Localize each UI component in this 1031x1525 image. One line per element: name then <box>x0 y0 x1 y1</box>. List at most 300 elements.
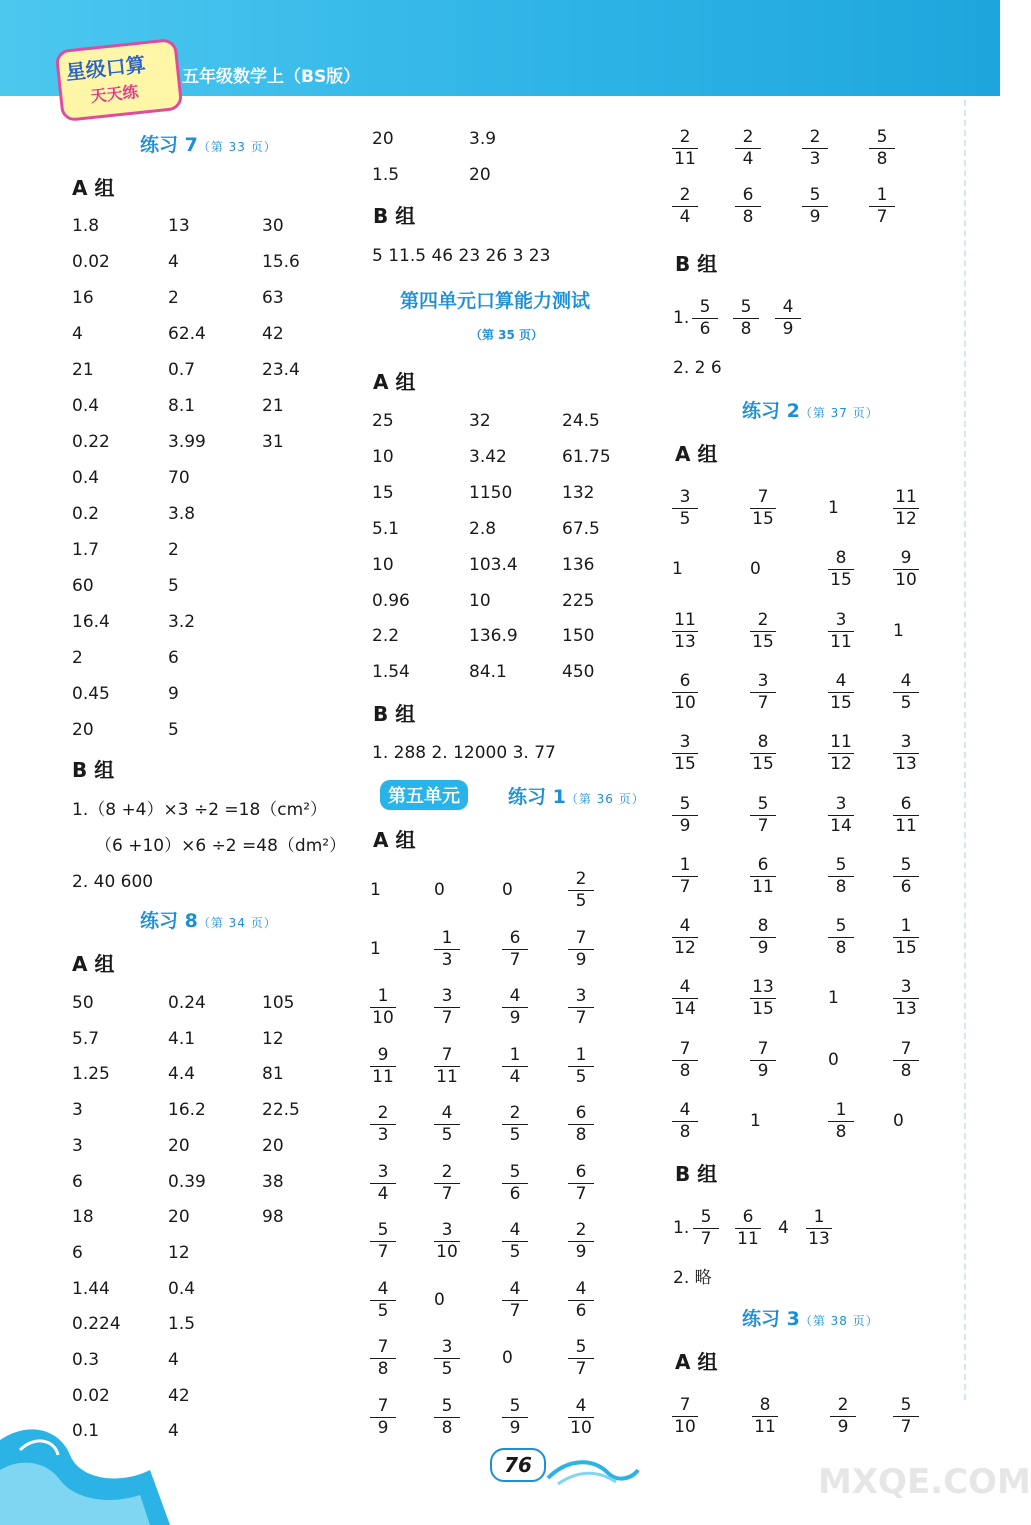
numerator: 3 <box>679 732 691 753</box>
answer-value: 0.1 <box>72 1421 100 1442</box>
answer-value: 16.4 <box>72 612 110 632</box>
answer-value: 3.8 <box>168 504 196 524</box>
grid-answer: 0 <box>434 880 445 900</box>
group-heading-a: A 组 <box>675 1350 718 1374</box>
answer-value: 6 <box>72 1171 83 1192</box>
numerator: 5 <box>679 793 691 814</box>
answer-value: 6 <box>168 648 179 668</box>
grid-answer <box>672 672 698 713</box>
answer-value: 0.96 <box>372 590 410 611</box>
answer-value: 150 <box>562 626 595 647</box>
answer-value: 61.75 <box>562 446 611 467</box>
denominator: 9 <box>377 1417 389 1438</box>
numerator: 8 <box>757 732 769 753</box>
section-page-ref: （第 34 页） <box>197 916 277 930</box>
grid-answer <box>672 856 698 897</box>
numerator: 6 <box>575 1161 587 1182</box>
grid-answer <box>893 672 919 713</box>
grid-answer <box>370 1104 396 1145</box>
numerator: 5 <box>700 1207 712 1227</box>
numerator: 4 <box>509 1278 521 1299</box>
answer-value: 3.42 <box>469 446 507 467</box>
section-page-ref: （第 37 页） <box>799 406 879 420</box>
grid-answer <box>893 549 919 590</box>
answer-value: 2.2 <box>372 626 400 647</box>
answer-value: 13 <box>168 216 190 236</box>
answer-value: 98 <box>262 1207 284 1228</box>
denominator: 5 <box>679 509 691 529</box>
denominator: 4 <box>509 1066 521 1087</box>
numerator: 2 <box>809 127 821 147</box>
section-lianxi-3 <box>742 1304 879 1331</box>
grid-answer <box>672 917 698 958</box>
answer-value: 63 <box>262 288 284 308</box>
denominator: 10 <box>674 1417 696 1437</box>
denominator: 14 <box>674 999 696 1020</box>
answer-value: 25 <box>372 411 394 431</box>
grid-answer <box>434 929 460 970</box>
answer-value: 0.39 <box>168 1171 206 1192</box>
denominator: 7 <box>876 207 888 227</box>
numerator: 5 <box>509 1161 521 1182</box>
grid-answer: 1 <box>828 988 839 1009</box>
numerator: 7 <box>757 487 769 507</box>
denominator: 15 <box>674 754 696 775</box>
answer-value: 0.224 <box>72 1314 121 1335</box>
answer-value: 4.4 <box>168 1064 196 1085</box>
numerator: 1 <box>835 1100 847 1120</box>
denominator: 9 <box>757 938 769 959</box>
unit5-badge: 第五单元 <box>380 780 468 810</box>
grid-answer <box>893 978 919 1019</box>
grid-answer <box>568 1163 594 1204</box>
numerator: 2 <box>837 1395 849 1415</box>
grid-answer: 1 <box>370 880 381 900</box>
denominator: 10 <box>674 692 696 713</box>
answer-value: 1.44 <box>72 1278 110 1299</box>
grid-answer <box>502 1104 528 1145</box>
grid-answer <box>750 978 776 1019</box>
denominator: 5 <box>509 1242 521 1262</box>
b-answer-line: （6 +10）×6 ÷2 =48（dm²） <box>95 836 347 856</box>
numerator: 7 <box>377 1337 389 1357</box>
answer-value: 24.5 <box>562 411 600 431</box>
answer-value: 67.5 <box>562 518 600 539</box>
denominator: 3 <box>377 1125 389 1145</box>
numerator: 2 <box>441 1161 453 1182</box>
numerator: 6 <box>575 1103 587 1123</box>
denominator: 7 <box>700 1229 712 1249</box>
denominator: 15 <box>830 570 852 591</box>
denominator: 6 <box>900 876 912 897</box>
denominator: 11 <box>737 1229 759 1249</box>
numerator: 3 <box>575 986 587 1006</box>
grid-answer <box>370 987 396 1028</box>
answer-value: 16 <box>72 288 94 308</box>
numerator: 6 <box>742 185 754 205</box>
book-title: 五年级数学上（BS版） <box>182 67 361 87</box>
grid-answer <box>828 795 854 836</box>
answer-value: 4 <box>72 324 83 344</box>
denominator: 4 <box>377 1183 389 1204</box>
numerator: 3 <box>441 986 453 1006</box>
numerator: 8 <box>835 548 847 569</box>
grid-answer <box>434 1046 460 1087</box>
denominator: 5 <box>575 891 587 911</box>
numerator: 1 <box>679 854 691 875</box>
grid-answer <box>502 1046 528 1087</box>
grid-answer <box>502 987 528 1028</box>
numerator: 8 <box>757 916 769 937</box>
numerator: 9 <box>377 1044 389 1065</box>
answer-value: 6 <box>72 1242 83 1263</box>
numerator: 3 <box>757 670 769 691</box>
grid-answer <box>752 1396 778 1437</box>
grid-answer <box>828 1101 854 1142</box>
grid-answer <box>434 1338 460 1379</box>
grid-answer <box>750 856 776 897</box>
grid-answer <box>750 611 776 652</box>
denominator: 8 <box>575 1125 587 1145</box>
grid-answer: 1 <box>893 620 904 641</box>
answer-value: 10 <box>372 446 394 467</box>
grid-answer <box>750 795 776 836</box>
answer-value: 12 <box>262 1028 284 1049</box>
grid-answer <box>672 1040 698 1081</box>
section-lianxi-2 <box>742 396 879 423</box>
answer-value: 1.5 <box>372 165 400 185</box>
numerator: 4 <box>835 670 847 691</box>
grid-answer <box>502 929 528 970</box>
denominator: 11 <box>754 1417 776 1437</box>
grid-answer <box>672 795 698 836</box>
denominator: 13 <box>674 631 696 652</box>
answer-value: 132 <box>562 482 595 503</box>
numerator: 5 <box>900 854 912 875</box>
section-unit5-lianxi-1 <box>508 782 645 809</box>
answer-value: 60 <box>72 576 94 596</box>
group-heading-a: A 组 <box>72 176 115 200</box>
answer-value: 0.02 <box>72 1385 110 1406</box>
numerator: 4 <box>575 1395 587 1416</box>
numerator: 3 <box>835 609 847 630</box>
denominator: 15 <box>830 692 852 713</box>
grid-answer <box>893 1040 919 1081</box>
answer-value: 81 <box>262 1064 284 1085</box>
denominator: 5 <box>900 692 912 713</box>
answer-value: 136.9 <box>469 626 518 647</box>
numerator: 7 <box>679 1395 691 1415</box>
denominator: 9 <box>837 1417 849 1437</box>
grid-answer <box>434 1163 460 1204</box>
grid-answer: 0 <box>828 1049 839 1070</box>
denominator: 15 <box>752 999 774 1020</box>
grid-answer <box>370 1046 396 1087</box>
denominator: 9 <box>575 1242 587 1262</box>
wave-decoration <box>0 1400 170 1525</box>
grid-answer <box>893 733 919 774</box>
answer-value: 3.2 <box>168 612 196 632</box>
numerator: 2 <box>575 869 587 889</box>
answer-value: 0.7 <box>168 360 196 380</box>
denominator: 10 <box>895 570 917 591</box>
answer-value: 0.4 <box>72 468 100 488</box>
denominator: 15 <box>752 509 774 529</box>
numerator: 2 <box>575 1220 587 1240</box>
answer-value: 5 <box>168 576 179 596</box>
numerator: 3 <box>900 977 912 998</box>
answer-value: 21 <box>262 396 284 416</box>
section-title: 练习 2 <box>742 400 800 422</box>
denominator: 4 <box>742 149 754 169</box>
numerator: 4 <box>509 986 521 1006</box>
answer-value: 0.4 <box>168 1278 196 1299</box>
numerator: 5 <box>900 1395 912 1415</box>
numerator: 2 <box>679 185 691 205</box>
denominator: 12 <box>895 509 917 529</box>
b-answer-line: 2. 40 600 <box>72 872 154 892</box>
grid-answer <box>434 987 460 1028</box>
grid-answer <box>869 128 895 169</box>
numerator: 3 <box>900 732 912 753</box>
answer-value: 22.5 <box>262 1100 300 1121</box>
answer-value: 20 <box>469 165 491 185</box>
answer-value: 20 <box>168 1207 190 1228</box>
answer-value: 4 <box>168 1421 179 1442</box>
numerator: 4 <box>509 1220 521 1240</box>
section-title: 练习 7 <box>140 134 198 156</box>
group-heading-b: B 组 <box>675 252 718 276</box>
denominator: 15 <box>752 631 774 652</box>
answer-value: 0.2 <box>72 504 100 524</box>
denominator: 6 <box>699 319 711 339</box>
b-answer-line: 1.（8 +4）×3 ÷2 =18（cm²） <box>72 800 328 820</box>
numerator: 4 <box>575 1278 587 1299</box>
numerator: 5 <box>740 297 752 317</box>
grid-answer <box>370 1397 396 1438</box>
numerator: 6 <box>679 670 691 691</box>
b-answer-line: 2. 略 <box>673 1268 712 1288</box>
denominator: 4 <box>679 207 691 227</box>
numerator: 4 <box>900 670 912 691</box>
answer-value: 21 <box>72 360 94 380</box>
answer-value: 1.25 <box>72 1064 110 1085</box>
group-heading-b: B 组 <box>373 702 416 726</box>
numerator: 2 <box>679 127 691 147</box>
wave-decoration-right <box>548 1448 638 1488</box>
numerator: 5 <box>441 1395 453 1416</box>
answer-value: 4 <box>168 252 179 272</box>
grid-answer <box>893 1396 919 1437</box>
grid-answer: 1 <box>828 498 839 518</box>
grid-answer <box>502 1397 528 1438</box>
denominator: 7 <box>441 1008 453 1028</box>
numerator: 7 <box>575 927 587 948</box>
answer-value: 0.3 <box>72 1350 100 1370</box>
numerator: 1 <box>876 185 888 205</box>
grid-answer <box>502 1163 528 1204</box>
grid-answer <box>672 978 698 1019</box>
watermark: MXQE.COM <box>818 1462 1031 1502</box>
denominator: 7 <box>757 692 769 713</box>
grid-answer <box>735 128 761 169</box>
numerator: 4 <box>679 977 691 998</box>
numerator: 11 <box>674 609 696 630</box>
denominator: 5 <box>575 1066 587 1087</box>
numerator: 2 <box>757 609 769 630</box>
numerator: 1 <box>377 986 389 1006</box>
answer-value: 62.4 <box>168 324 206 344</box>
b-answer-fraction <box>806 1208 832 1249</box>
grid-answer <box>828 611 854 652</box>
group-heading-b: B 组 <box>675 1162 718 1186</box>
grid-answer <box>672 1101 698 1142</box>
answer-value: 15 <box>372 482 394 503</box>
grid-answer <box>828 672 854 713</box>
b-answer-line: 1. 288 2. 12000 3. 77 <box>372 743 556 763</box>
numerator: 7 <box>377 1395 389 1416</box>
denominator: 11 <box>895 815 917 836</box>
denominator: 8 <box>835 1122 847 1142</box>
b-answer-fraction <box>693 1208 719 1249</box>
answer-value: 1.8 <box>72 216 100 236</box>
logo-line1: 星级口算 <box>64 52 147 85</box>
grid-answer <box>568 1046 594 1087</box>
grid-answer <box>434 1104 460 1145</box>
grid-answer: 0 <box>434 1289 445 1310</box>
answer-value: 1150 <box>469 482 513 503</box>
denominator: 12 <box>830 754 852 775</box>
b-answer-fraction <box>692 298 718 339</box>
denominator: 11 <box>674 149 696 169</box>
grid-answer <box>502 1221 528 1262</box>
answer-value: 0.02 <box>72 252 110 272</box>
group-heading-a: A 组 <box>373 370 416 394</box>
numerator: 2 <box>742 127 754 147</box>
section-title: 练习 8 <box>140 910 198 932</box>
answer-value: 3 <box>72 1135 83 1156</box>
denominator: 14 <box>830 815 852 836</box>
denominator: 8 <box>441 1417 453 1438</box>
answer-value: 20 <box>262 1135 284 1156</box>
denominator: 10 <box>372 1008 394 1028</box>
answer-value: 4.1 <box>168 1028 196 1049</box>
answer-value: 15.6 <box>262 252 300 272</box>
denominator: 8 <box>740 319 752 339</box>
section-title: 练习 3 <box>742 1308 800 1330</box>
b-item-number: 1. <box>673 308 690 328</box>
answer-value: 20 <box>372 129 394 149</box>
grid-answer <box>750 488 776 529</box>
answer-value: 38 <box>262 1171 284 1192</box>
denominator: 5 <box>441 1359 453 1379</box>
grid-answer <box>750 1040 776 1081</box>
section-lianxi-8 <box>140 906 277 933</box>
answer-value: 16.2 <box>168 1100 206 1121</box>
denominator: 9 <box>575 949 587 970</box>
grid-answer <box>802 186 828 227</box>
answer-value: 5 <box>168 720 179 740</box>
grid-answer <box>568 1221 594 1262</box>
section-title: 练习 1 <box>508 786 566 808</box>
answer-value: 136 <box>562 554 595 575</box>
grid-answer <box>568 1280 594 1321</box>
answer-value: 0.22 <box>72 432 110 452</box>
numerator: 4 <box>377 1278 389 1299</box>
denominator: 15 <box>895 938 917 959</box>
numerator: 4 <box>679 916 691 937</box>
numerator: 1 <box>441 927 453 948</box>
numerator: 6 <box>900 793 912 814</box>
denominator: 8 <box>900 1060 912 1081</box>
numerator: 5 <box>835 854 847 875</box>
answer-value: 5.1 <box>372 518 400 539</box>
numerator: 3 <box>441 1337 453 1357</box>
grid-answer <box>434 1221 460 1262</box>
numerator: 11 <box>830 732 852 753</box>
answer-value: 0.24 <box>168 993 206 1013</box>
denominator: 9 <box>509 1008 521 1028</box>
grid-answer <box>434 1397 460 1438</box>
grid-answer <box>802 128 828 169</box>
grid-answer <box>828 549 854 590</box>
answer-value: 1.54 <box>372 662 410 683</box>
denominator: 5 <box>377 1300 389 1321</box>
answer-value: 1.7 <box>72 540 100 560</box>
denominator: 7 <box>757 815 769 836</box>
grid-answer: 1 <box>672 559 683 580</box>
answer-value: 20 <box>168 1135 190 1156</box>
group-heading-a: A 组 <box>373 828 416 852</box>
numerator: 5 <box>699 297 711 317</box>
answer-value: 32 <box>469 411 491 431</box>
numerator: 8 <box>759 1395 771 1415</box>
answer-content <box>0 118 1000 1525</box>
grid-answer <box>750 672 776 713</box>
denominator: 11 <box>436 1066 458 1087</box>
answer-value: 0.45 <box>72 684 110 704</box>
grid-answer <box>568 1397 594 1438</box>
denominator: 11 <box>372 1066 394 1087</box>
grid-answer <box>568 1104 594 1145</box>
denominator: 12 <box>674 938 696 959</box>
numerator: 3 <box>835 793 847 814</box>
denominator: 11 <box>752 876 774 897</box>
answer-value: 84.1 <box>469 662 507 683</box>
numerator: 1 <box>900 916 912 937</box>
section-unit4-test <box>400 286 590 313</box>
numerator: 7 <box>441 1044 453 1065</box>
answer-value: 9 <box>168 684 179 704</box>
numerator: 2 <box>509 1103 521 1123</box>
grid-answer <box>830 1396 856 1437</box>
numerator: 3 <box>679 487 691 507</box>
numerator: 7 <box>757 1038 769 1059</box>
grid-answer <box>828 733 854 774</box>
b-answer-value: 4 <box>778 1218 789 1238</box>
page-number: 76 <box>490 1448 546 1482</box>
numerator: 1 <box>575 1044 587 1065</box>
denominator: 13 <box>808 1229 830 1249</box>
group-heading-b: B 组 <box>72 758 115 782</box>
answer-value: 20 <box>72 720 94 740</box>
grid-answer <box>893 795 919 836</box>
numerator: 5 <box>377 1220 389 1240</box>
numerator: 11 <box>895 487 917 507</box>
numerator: 5 <box>757 793 769 814</box>
denominator: 3 <box>809 149 821 169</box>
denominator: 8 <box>835 938 847 959</box>
